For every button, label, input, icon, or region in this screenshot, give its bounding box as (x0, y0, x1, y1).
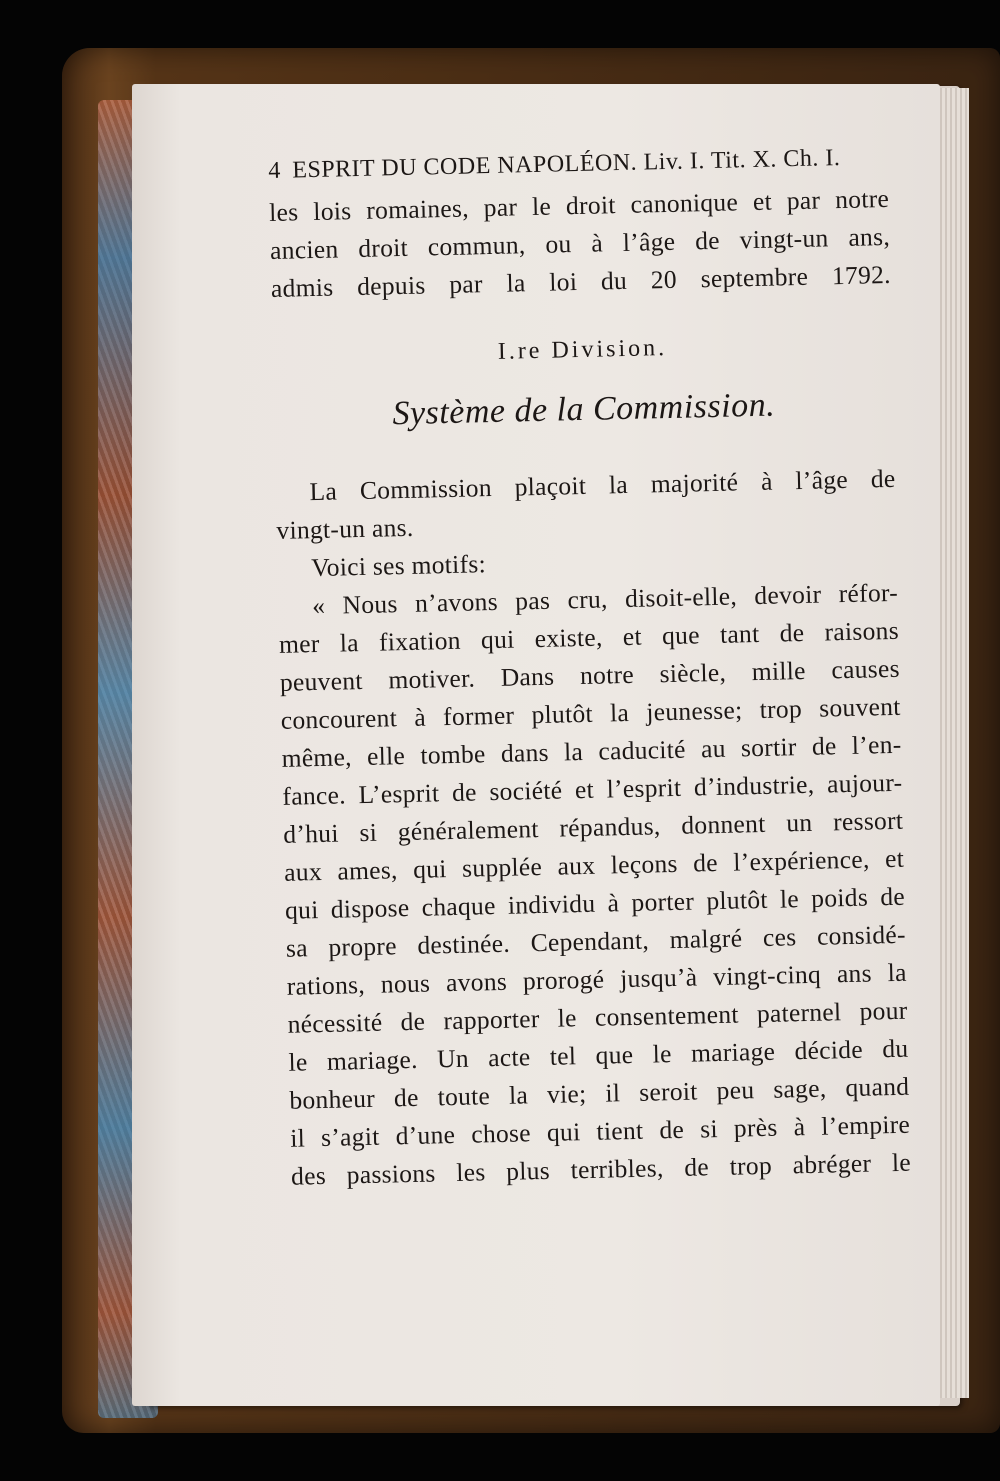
body-line: « Nous n’avons pas cru, disoit-elle, devoir réfor- (311, 577, 899, 621)
page-edges (936, 88, 969, 1398)
body-line: aux ames, qui supplée aux leçons de l’expérience, et (283, 843, 905, 887)
intro-line: ancien droit commun, ou à l’âge de vingt-un ans, (269, 221, 891, 265)
body-line: peuvent motiver. Dans notre siècle, mille causes (279, 653, 901, 697)
body-line: d’hui si généralement répandus, donnent un ressort (283, 805, 904, 849)
intro-line: admis depuis par la loi du 20 septembre 1792. (270, 259, 892, 303)
page-number: 4 (268, 157, 282, 184)
body-line: vingt-un ans. (276, 512, 414, 545)
body-line: sa propre destinée. Cependant, malgré ces considé- (285, 919, 907, 963)
section-subtitle: Système de la Commission. (392, 386, 776, 433)
body-line: le mariage. Un acte tel que le mariage décide du (288, 1033, 909, 1077)
body-line: qui dispose chaque individu à porter plutôt le poids de (284, 881, 906, 925)
body-line: nécessité de rapporter le consentement paternel pour (287, 995, 908, 1039)
body-line: fance. L’esprit de société et l’esprit d’industrie, aujour- (282, 767, 903, 811)
body-line: il s’agit d’une chose qui tient de si près à l’empire (289, 1109, 911, 1153)
body-line: mer la fixation qui existe, et que tant de raisons (278, 615, 900, 659)
page-text (268, 144, 911, 1196)
body-line: même, elle tombe dans la caducité au sortir de l’en- (281, 729, 902, 773)
body-line: La Commission plaçoit la majorité à l’âge de (309, 463, 896, 507)
body-line: concourent à former plutôt la jeunesse; trop souvent (280, 691, 901, 735)
body-line: des passions les plus terribles, de trop abréger le (290, 1147, 912, 1191)
body-line: bonheur de toute la vie; il seroit peu sage, quand (289, 1071, 910, 1115)
body-line: Voici ses motifs: (310, 549, 487, 583)
body-line: rations, nous avons prorogé jusqu’à vingt-cinq ans la (286, 957, 907, 1001)
running-title: ESPRIT DU CODE NAPOLÉON. Liv. I. Tit. X. Ch. I. (291, 145, 841, 184)
division-heading: I.re Division. (497, 334, 668, 365)
intro-line: les lois romaines, par le droit canonique et par notre (268, 183, 890, 227)
